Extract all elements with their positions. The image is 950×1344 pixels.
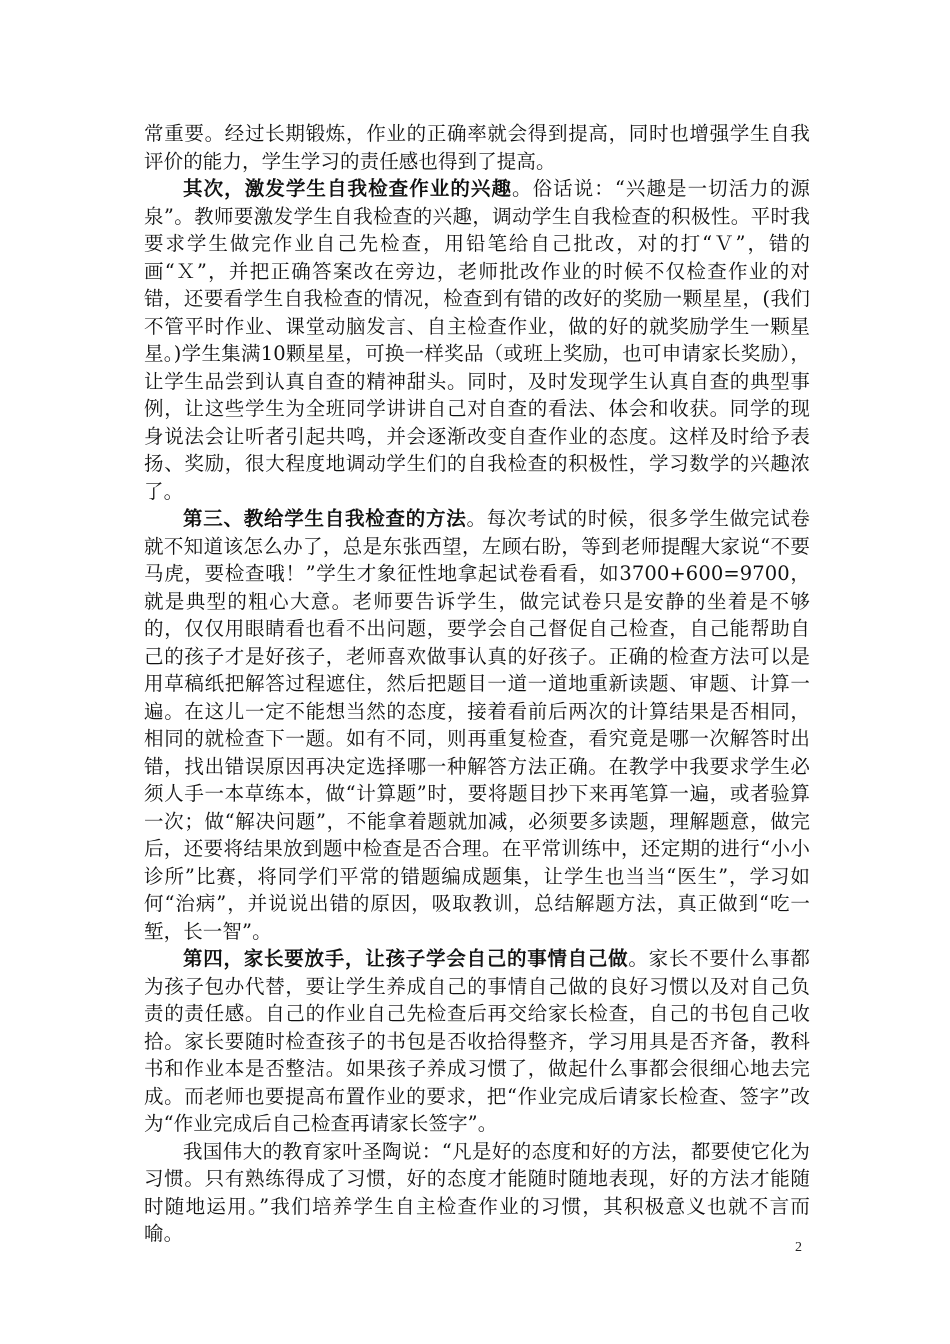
paragraph-text: 常重要。经过长期锻炼，作业的正确率就会得到提高，同时也增强学生自我评价的能力，学生学习的责任感也得到了提高。 [144,122,810,173]
paragraph-continuation [144,120,810,175]
page-number: 2 [795,1240,802,1255]
paragraph-method [144,505,810,945]
paragraph-heading: 第四，家长要放手，让孩子学会自己的事情自己做 [183,947,629,970]
paragraph-text: 我国伟大的教育家叶圣陶说：“凡是好的态度和好的方法，都要使它化为习惯。只有熟练得成了习惯，好的态度才能随时随地表现，好的方法才能随时随地运用。”我们培养学生自主检查作业的习惯，其积极意义也就不言而喻。 [144,1139,810,1245]
paragraph-interest [144,175,810,505]
paragraph-text: 。每次考试的时候，很多学生做完试卷就不知道该怎么办了，总是东张西望，左顾右盼，等到老师提醒大家说“不要马虎，要检查哦！”学生才象征性地拿起试卷看看，如3700+600=9700，就是典型的粗心大意。老师要告诉学生，做完试卷只是安静的坐着是不够的，仅仅用眼睛看也看不出问题，要学会自己督促自己检查，自己能帮助自己的孩子才是好孩子，老师喜欢做事认真的好孩子。正确的检查方法可以是用草稿纸把解答过程遮住，然后把题目一道一道地重新读题、审题、计算一遍。在这儿一定不能想当然的态度，接着看前后两次的计算结果是否相同，相同的就检查下一题。如有不同，则再重复检查，看究竟是哪一次解答时出错，找出错误原因再决定选择哪一种解答方法正确。在教学中我要求学生必须人手一本草练本，做“计算题”时，要将题目抄下来再笔算一遍，或者验算一次；做“解决问题”，不能拿着题就加减，必须要多读题，理解题意，做完后，还要将结果放到题中检查是否合理。在平常训练中，还定期的进行“小小诊所”比赛，将同学们平常的错题编成题集，让学生也当当“医生”，学习如何“治病”，并说说出错的原因，吸取教训，总结解题方法，真正做到“吃一堑，长一智”。 [144,507,810,943]
paragraph-text: 。俗话说：“兴趣是一切活力的源泉”。教师要激发学生自我检查的兴趣，调动学生自我检查的积极性。平时我要求学生做完作业自己先检查，用铅笔给自己批改，对的打“Ｖ”，错的画“Ｘ”，并把正确答案改在旁边，老师批改作业的时候不仅检查作业的对错，还要看学生自我检查的情况，检查到有错的改好的奖励一颗星星，(我们不管平时作业、课堂动脑发言、自主检查作业，做的好的就奖励学生一颗星星。)学生集满10颗星星，可换一样奖品（或班上奖励，也可申请家长奖励），让学生品尝到认真自查的精神甜头。同时，及时发现学生认真自查的典型事例，让这些学生为全班同学讲讲自己对自查的看法、体会和收获。同学的现身说法会让听者引起共鸣，并会逐渐改变自查作业的态度。这样及时给予表扬、奖励，很大程度地调动学生们的自我检查的积极性，学习数学的兴趣浓了。 [144,177,810,503]
paragraph-heading: 其次，激发学生自我检查作业的兴趣 [183,177,513,200]
paragraph-heading: 第三、教给学生自我检查的方法 [183,507,467,530]
body-text [144,120,810,1248]
paragraph-parents [144,945,810,1138]
paragraph-conclusion [144,1138,810,1248]
paragraph-text: 。家长不要什么事都为孩子包办代替，要让学生养成自己的事情自己做的良好习惯以及对自己负责的责任感。自己的作业自己先检查后再交给家长检查，自己的书包自己收拾。家长要随时检查孩子的书包是否收拾得整齐，学习用具是否齐备，教科书和作业本是否整洁。如果孩子养成习惯了，做起什么事都会很细心地去完成。而老师也要提高布置作业的要求，把“作业完成后请家长检查、签字”改为“作业完成后自己检查再请家长签字”。 [144,947,810,1135]
